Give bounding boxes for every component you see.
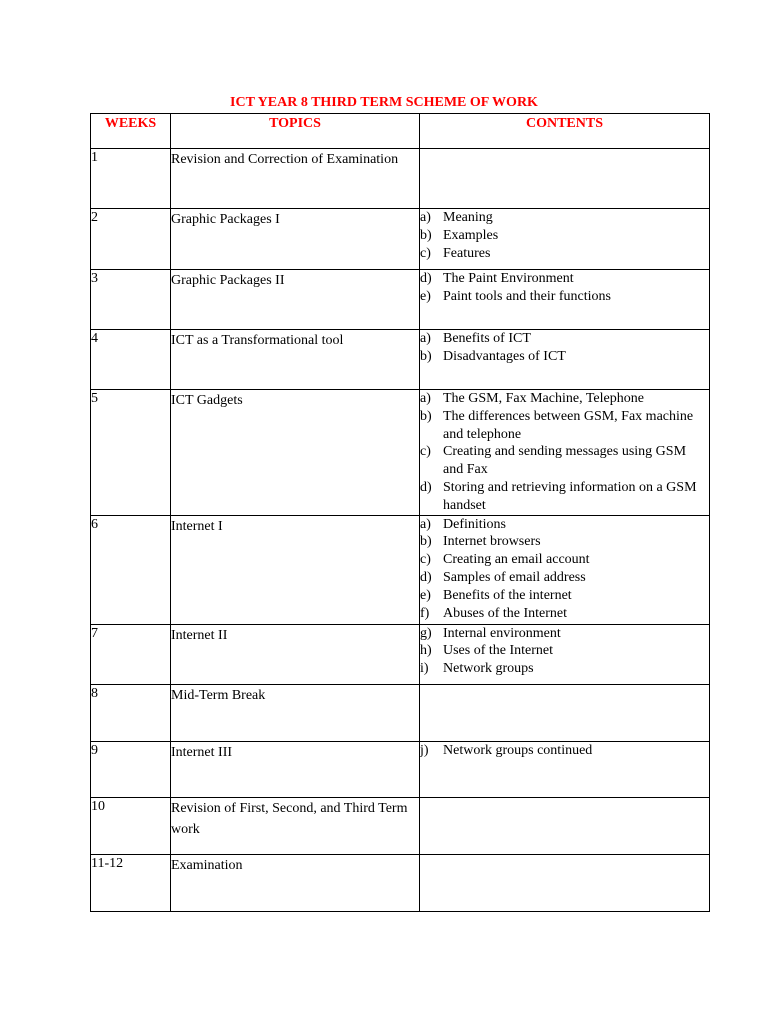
topic-text: Graphic Packages II bbox=[171, 273, 285, 288]
contents-cell bbox=[420, 797, 710, 854]
contents-cell bbox=[420, 684, 710, 741]
list-item bbox=[420, 227, 709, 245]
contents-cell bbox=[420, 270, 710, 330]
list-item-text: Paint tools and their functions bbox=[443, 288, 611, 304]
list-item-text: Benefits of the internet bbox=[443, 587, 572, 603]
table-row bbox=[91, 854, 710, 911]
list-marker: e) bbox=[420, 587, 431, 603]
topic-text: Revision and Correction of Examination bbox=[171, 152, 399, 167]
list-item bbox=[420, 348, 709, 366]
list-marker: e) bbox=[420, 288, 431, 304]
topic-text: Internet III bbox=[171, 744, 233, 760]
topic-cell bbox=[171, 624, 420, 684]
list-marker: f) bbox=[420, 605, 430, 621]
contents-list bbox=[420, 742, 709, 760]
list-marker: c) bbox=[420, 552, 431, 568]
list-item-text: Samples of email address bbox=[443, 569, 586, 585]
topic-text: Mid-Term Break bbox=[171, 687, 266, 703]
header-contents: CONTENTS bbox=[420, 114, 710, 149]
week-cell: 1 bbox=[91, 149, 171, 209]
contents-list bbox=[420, 270, 709, 306]
list-item bbox=[420, 390, 709, 408]
list-item bbox=[420, 569, 709, 587]
list-item-text: Examples bbox=[443, 227, 499, 243]
topic-cell bbox=[171, 854, 420, 911]
list-item bbox=[420, 605, 709, 623]
topic-text: Internet II bbox=[171, 627, 228, 643]
topic-cell bbox=[171, 684, 420, 741]
list-item bbox=[420, 625, 709, 643]
topic-text: Internet I bbox=[171, 518, 223, 534]
list-marker: b) bbox=[420, 227, 432, 243]
list-marker: a) bbox=[420, 391, 431, 406]
contents-cell bbox=[420, 741, 710, 797]
topic-cell bbox=[171, 209, 420, 270]
list-item-text: Creating and sending messages using GSM and Fax bbox=[443, 444, 687, 478]
list-item-text: Benefits of ICT bbox=[443, 331, 531, 346]
table-row bbox=[91, 209, 710, 270]
table-row bbox=[91, 390, 710, 516]
week-cell: 6 bbox=[91, 515, 171, 624]
topic-text: ICT Gadgets bbox=[171, 393, 243, 408]
contents-list bbox=[420, 390, 709, 515]
table-row bbox=[91, 515, 710, 624]
list-marker: d) bbox=[420, 271, 432, 286]
list-item bbox=[420, 516, 709, 534]
week-cell: 4 bbox=[91, 330, 171, 390]
contents-cell bbox=[420, 624, 710, 684]
contents-cell bbox=[420, 515, 710, 624]
list-item-text: The GSM, Fax Machine, Telephone bbox=[443, 391, 644, 406]
contents-cell bbox=[420, 390, 710, 516]
list-item bbox=[420, 209, 709, 227]
list-marker: a) bbox=[420, 210, 431, 225]
topic-text: Graphic Packages I bbox=[171, 212, 280, 227]
table-row bbox=[91, 270, 710, 330]
list-marker: i) bbox=[420, 661, 429, 677]
list-item bbox=[420, 443, 709, 479]
list-item bbox=[420, 270, 709, 288]
contents-cell bbox=[420, 854, 710, 911]
topic-cell bbox=[171, 797, 420, 854]
list-item bbox=[420, 551, 709, 569]
table-row bbox=[91, 797, 710, 854]
topic-text: Revision of First, Second, and Third Term work bbox=[171, 800, 408, 837]
list-item bbox=[420, 408, 709, 444]
week-cell: 10 bbox=[91, 797, 171, 854]
week-cell: 3 bbox=[91, 270, 171, 330]
document-title: ICT YEAR 8 THIRD TERM SCHEME OF WORK bbox=[230, 95, 538, 110]
list-marker: a) bbox=[420, 331, 431, 346]
scheme-of-work-table bbox=[90, 113, 710, 912]
contents-cell bbox=[420, 149, 710, 209]
contents-cell bbox=[420, 209, 710, 270]
topic-cell bbox=[171, 270, 420, 330]
list-marker: c) bbox=[420, 245, 431, 261]
list-item bbox=[420, 479, 709, 515]
list-item-text: Network groups continued bbox=[443, 742, 593, 758]
week-cell: 8 bbox=[91, 684, 171, 741]
topic-cell bbox=[171, 149, 420, 209]
topic-cell bbox=[171, 515, 420, 624]
week-cell: 11-12 bbox=[91, 854, 171, 911]
list-item bbox=[420, 533, 709, 551]
week-cell: 9 bbox=[91, 741, 171, 797]
list-item-text: Storing and retrieving information on a GSM handset bbox=[443, 479, 697, 513]
list-marker: b) bbox=[420, 348, 432, 364]
contents-list bbox=[420, 625, 709, 678]
table-row bbox=[91, 624, 710, 684]
list-item-text: The differences between GSM, Fax machine and telephone bbox=[443, 408, 694, 442]
list-marker: b) bbox=[420, 408, 432, 424]
topic-cell bbox=[171, 330, 420, 390]
list-item-text: The Paint Environment bbox=[443, 271, 574, 286]
table-row bbox=[91, 684, 710, 741]
table-row bbox=[91, 149, 710, 209]
table-row bbox=[91, 741, 710, 797]
list-marker: a) bbox=[420, 516, 431, 532]
list-item-text: Internet browsers bbox=[443, 534, 541, 550]
list-item bbox=[420, 660, 709, 678]
list-marker: g) bbox=[420, 625, 432, 641]
list-item bbox=[420, 330, 709, 348]
list-marker: b) bbox=[420, 534, 432, 550]
list-marker: h) bbox=[420, 643, 432, 659]
list-item-text: Meaning bbox=[443, 210, 493, 225]
topic-cell bbox=[171, 390, 420, 516]
header-weeks: WEEKS bbox=[91, 114, 171, 149]
table-body bbox=[91, 149, 710, 912]
contents-list bbox=[420, 330, 709, 366]
list-item-text: Internal environment bbox=[443, 625, 561, 641]
topic-cell bbox=[171, 741, 420, 797]
list-item bbox=[420, 288, 709, 306]
list-item-text: Abuses of the Internet bbox=[443, 605, 568, 621]
table-row bbox=[91, 330, 710, 390]
topic-text: Examination bbox=[171, 857, 243, 873]
list-item bbox=[420, 642, 709, 660]
contents-cell bbox=[420, 330, 710, 390]
week-cell: 2 bbox=[91, 209, 171, 270]
list-item-text: Network groups bbox=[443, 661, 534, 677]
list-item bbox=[420, 587, 709, 605]
table-header-row bbox=[91, 114, 710, 149]
list-marker: j) bbox=[420, 742, 429, 758]
list-item-text: Uses of the Internet bbox=[443, 643, 554, 659]
list-item-text: Features bbox=[443, 245, 491, 261]
list-item bbox=[420, 245, 709, 263]
list-marker: d) bbox=[420, 479, 432, 495]
list-item bbox=[420, 742, 709, 760]
topic-text: ICT as a Transformational tool bbox=[171, 333, 344, 348]
week-cell: 7 bbox=[91, 624, 171, 684]
list-item-text: Creating an email account bbox=[443, 552, 590, 568]
list-item-text: Disadvantages of ICT bbox=[443, 348, 566, 364]
header-topics: TOPICS bbox=[171, 114, 420, 149]
list-marker: c) bbox=[420, 444, 431, 460]
list-item-text: Definitions bbox=[443, 516, 506, 532]
contents-list bbox=[420, 209, 709, 262]
contents-list bbox=[420, 516, 709, 623]
list-marker: d) bbox=[420, 569, 432, 585]
week-cell: 5 bbox=[91, 390, 171, 516]
